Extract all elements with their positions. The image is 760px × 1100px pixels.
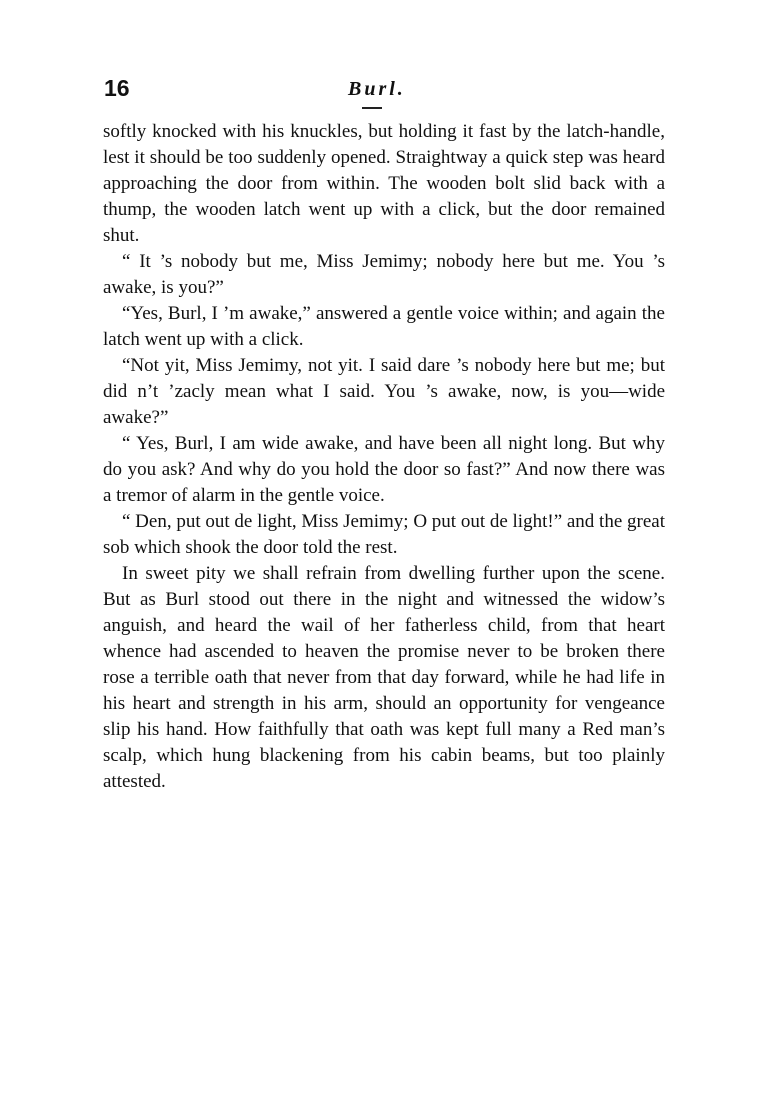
running-title: Burl. xyxy=(348,78,406,100)
paragraph: “Yes, Burl, I ’m awake,” answered a gentle voice within; and again the latch went up with a click. xyxy=(103,303,665,350)
paragraph: In sweet pity we shall refrain from dwelling further upon the scene. But as Burl stood out there in the night and witnessed the widow’s anguish, and heard the wail of her fatherless child, from that heart whence had ascended to heaven the promise never to be broken there rose a terrible oath that never from that day forward, while he had life in his heart and strength in his arm, should an opportunity for vengeance slip his hand. How faithfully that oath was kept full many a Red man’s scalp, which hung blackening from his cabin beams, but too plainly attested. xyxy=(103,563,665,792)
paragraph: softly knocked with his knuckles, but holding it fast by the latch-handle, lest it should be too suddenly opened. Straightway a quick step was heard approaching the door from within. The wooden bolt slid back with a thump, the wooden latch went up with a click, but the door remained shut. xyxy=(103,121,665,246)
paragraph: “ Yes, Burl, I am wide awake, and have been all night long. But why do you ask? And why do you hold the door so fast?” And now there was a tremor of alarm in the gentle voice. xyxy=(103,433,665,506)
paragraph: “ It ’s nobody but me, Miss Jemimy; nobody here but me. You ’s awake, is you?” xyxy=(103,251,665,298)
body-text xyxy=(103,119,665,795)
paragraph: “ Den, put out de light, Miss Jemimy; O put out de light!” and the great sob which shook the door told the rest. xyxy=(103,511,665,558)
paragraph: “Not yit, Miss Jemimy, not yit. I said dare ’s nobody here but me; but did n’t ’zacly mean what I said. You ’s awake, now, is you—wide awake?” xyxy=(103,355,665,428)
header-rule xyxy=(362,107,382,109)
page-number: 16 xyxy=(104,75,130,101)
page-header xyxy=(104,74,666,114)
